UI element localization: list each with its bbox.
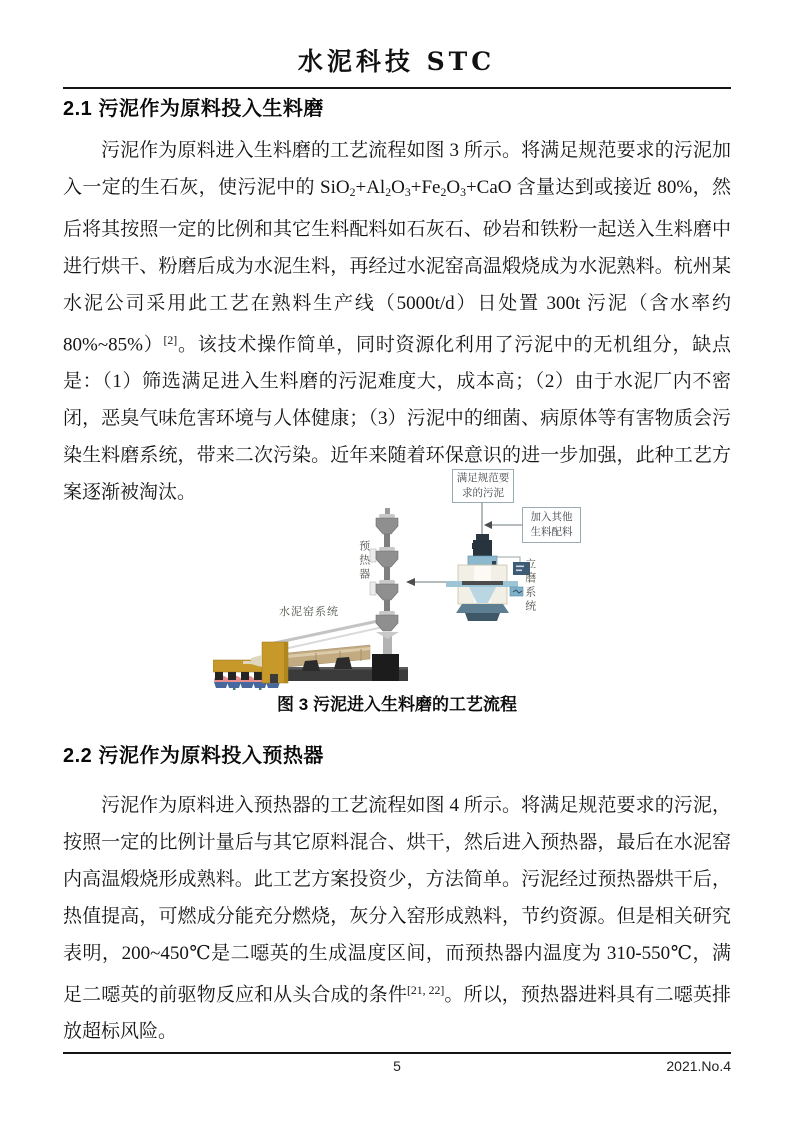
header-rule [63,87,731,89]
section-heading-2-2: 2.2 污泥作为原料投入预热器 [63,745,324,767]
vertical-mill-illustration [446,534,530,621]
paragraph-2-2: 污泥作为原料进入预热器的工艺流程如图 4 所示。将满足规范要求的污泥，按照一定的比例计量后与其它原料混合、烘干，然后进入预热器，最后在水泥窑内高温煅烧形成熟料。此工艺方案投资少，方法简单。污泥经过预热器烘干后，热值提高，可燃成分能充分燃烧，灰分入窑形成熟料，节约资源。但是相关研究表明，200~450℃是二噁英的生成温度区间，而预热器内温度为 310-550℃，满足二噁英的前驱物反应和从头合成的条件[21, 22]。所以，预热器进料具有二噁英排放超标风险。 [63,795,731,1043]
paragraph-2-1: 污泥作为原料进入生料磨的工艺流程如图 3 所示。将满足规范要求的污泥加入一定的生石灰，使污泥中的 $SiO_2+Al_2O_3+Fe_2O_3+CaO$ 含量达到或接近 80%，然后将其按照一定的比例和其它生料配料如石灰石、砂岩和铁粉一起送入生料磨中进行烘干、粉磨后成为水泥生料，再经过水泥窑高温煅烧成为水泥熟料。杭州某水泥公司采用此工艺在熟料生产线（5000t/d）日处置 300t 污泥（含水率约 80%~85%）[2]。该技术操作简单，同时资源化利用了污泥中的无机组分，缺点是：（1）筛选满足进入生料磨的污泥难度大，成本高；（2）由于水泥厂内不密闭，恶臭气味危害环境与人体健康；（3）污泥中的细菌、病原体等有害物质会污染生料磨系统，带来二次污染。近年来随着环保意识的进一步加强，此种工艺方案逐渐被淘汰。 [63,140,731,504]
figure3 [213,464,613,690]
sludge-requirement-box: 满足规范要求的污泥 [452,469,514,503]
issue-label: 2021.No.4 [666,1058,731,1074]
flow-arrow-left [484,521,522,529]
figure3-caption: 图 3 污泥进入生料磨的工艺流程 [277,695,517,714]
journal-title: 水泥科技 STC [297,47,496,76]
preheater-tower-illustration [370,508,399,681]
footer-rule [63,1052,731,1054]
cement-kiln-system-label: 水泥窑系统 [279,606,339,618]
preheater-label: 预热器 [357,540,370,582]
vertical-mill-system-label: 立磨系统 [523,558,536,614]
mill-to-preheater-arrow [406,578,446,586]
figure3-diagram [213,464,613,690]
raw-material-box: 加入其他生料配料 [522,507,581,543]
page-number: 5 [393,1058,401,1074]
section-heading-2-1: 2.1 污泥作为原料投入生料磨 [63,98,324,120]
